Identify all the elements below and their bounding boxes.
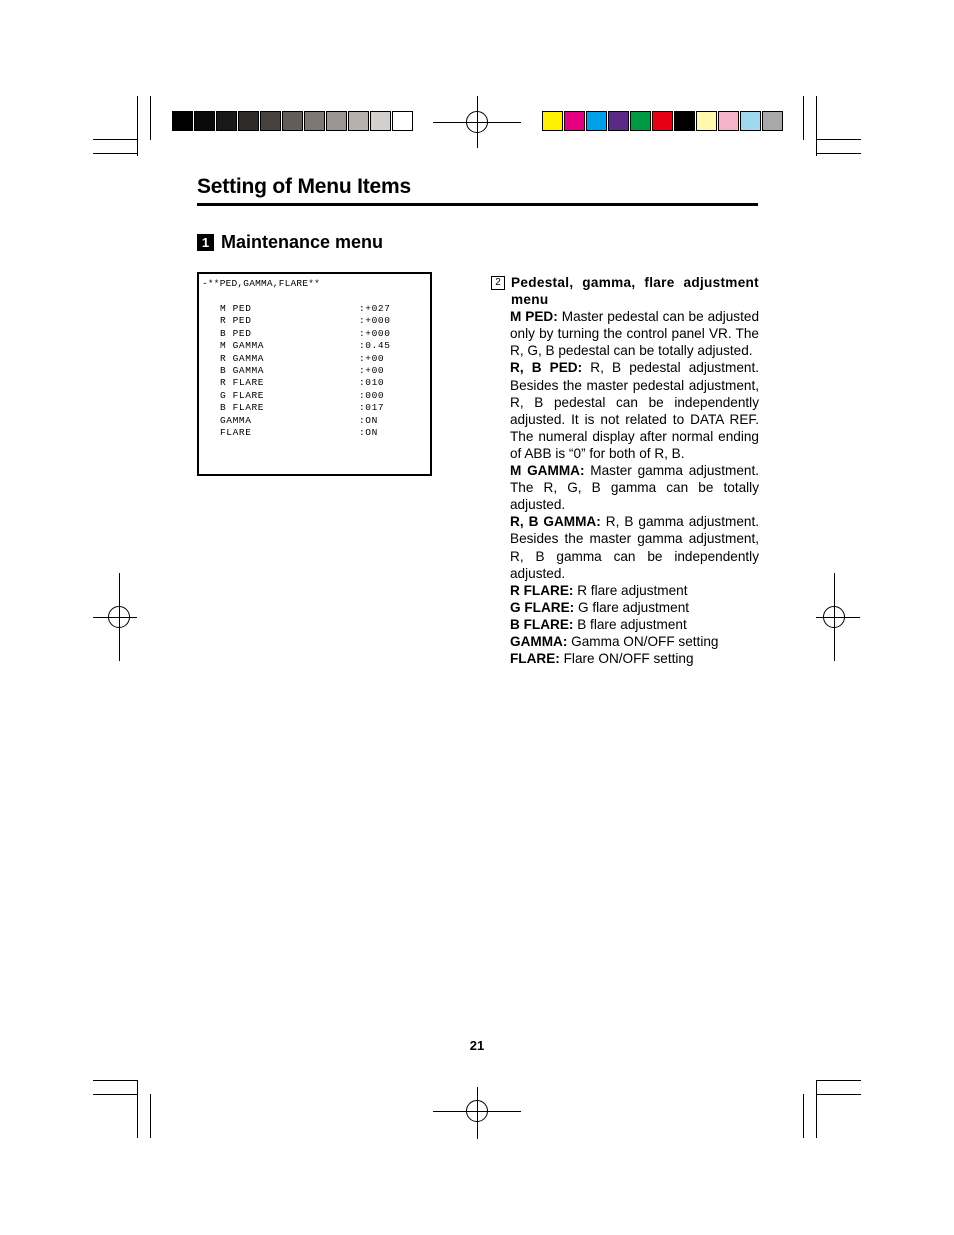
description-item	[510, 650, 759, 667]
description-item	[510, 633, 759, 650]
description-term: R, B GAMMA:	[510, 514, 601, 530]
process-color-swatch	[630, 111, 651, 131]
menu-item-value: :+000	[359, 327, 391, 339]
menu-item-label: G FLARE	[220, 389, 265, 401]
description-item	[510, 513, 759, 581]
menu-item-value: :017	[359, 402, 385, 414]
process-color-bar	[542, 111, 784, 131]
menu-item-label: GAMMA	[220, 414, 252, 426]
menu-row	[220, 402, 420, 414]
grayscale-swatch	[282, 111, 303, 131]
description-heading	[491, 274, 759, 308]
menu-item-label: B FLARE	[220, 402, 265, 414]
description-text: R, B gamma adjustment. Besides the master gamma adjustment, R, B gamma can be independently adjusted.	[510, 514, 759, 581]
section-number-badge: 1	[197, 234, 214, 251]
description-item	[510, 616, 759, 633]
menu-row	[220, 315, 420, 327]
description-text: Gamma ON/OFF setting	[567, 633, 719, 649]
process-color-swatch	[718, 111, 739, 131]
grayscale-swatch	[326, 111, 347, 131]
section-title: Maintenance menu	[221, 232, 384, 252]
description-body	[510, 308, 759, 667]
grayscale-swatch	[172, 111, 193, 131]
menu-item-value: :ON	[359, 427, 378, 438]
section-heading	[197, 232, 383, 253]
description-text: Flare ON/OFF setting	[559, 651, 694, 667]
description-item	[510, 599, 759, 616]
description-term: M GAMMA:	[510, 463, 585, 479]
grayscale-swatch	[194, 111, 215, 131]
page-title: Setting of Menu Items	[197, 175, 411, 198]
menu-row	[220, 377, 420, 389]
menu-item-value: :+00	[359, 365, 385, 376]
grayscale-swatch	[370, 111, 391, 131]
menu-row	[220, 340, 420, 352]
process-color-swatch	[586, 111, 607, 131]
menu-item-label: M PED	[220, 303, 252, 314]
menu-item-label: R FLARE	[220, 377, 265, 389]
description-item	[510, 462, 759, 513]
process-color-swatch	[542, 111, 563, 131]
subsection-number-badge: 2	[491, 276, 505, 290]
description-text: Master pedestal can be adjusted only by turning the control panel VR. The R, G, B pedestal can be totally adjusted.	[510, 309, 760, 359]
menu-item-value: :+027	[359, 303, 391, 314]
menu-item-value: :+00	[359, 352, 385, 364]
description-term: B FLARE:	[510, 616, 574, 632]
description-text: Master gamma adjustment. The R, G, B gamma can be totally adjusted.	[510, 463, 759, 513]
process-color-swatch	[652, 111, 673, 131]
menu-item-value: :0.45	[359, 340, 391, 352]
description-item	[510, 359, 759, 462]
grayscale-swatch	[348, 111, 369, 131]
description-column	[491, 274, 759, 667]
description-text: G flare adjustment	[574, 599, 690, 615]
description-term: G FLARE:	[510, 599, 575, 615]
description-term: M PED:	[510, 309, 558, 325]
description-term: FLARE:	[510, 651, 560, 667]
process-color-swatch	[674, 111, 695, 131]
subsection-title: Pedestal, gamma, flare adjustment menu	[511, 275, 759, 308]
menu-item-label: B GAMMA	[220, 365, 265, 376]
menu-item-label: R GAMMA	[220, 352, 265, 364]
grayscale-color-bar	[172, 111, 414, 131]
page-number: 21	[469, 1038, 485, 1053]
menu-row	[220, 365, 420, 377]
title-rule	[197, 203, 758, 206]
menu-item-value: :010	[359, 377, 385, 389]
menu-item-value: :+000	[359, 315, 391, 327]
menu-screen-header: -**PED,GAMMA,FLARE**	[202, 278, 321, 289]
description-text: R, B pedestal adjustment. Besides the master pedestal adjustment, R, B pedestal can be independently adjusted. It is not related to DATA REF. The numeral display after normal ending of ABB is “0” for both of R, B.	[510, 360, 759, 461]
menu-item-value: :ON	[359, 414, 378, 426]
process-color-swatch	[696, 111, 717, 131]
description-term: GAMMA:	[510, 633, 568, 649]
menu-row	[220, 328, 420, 340]
grayscale-swatch	[238, 111, 259, 131]
description-term: R FLARE:	[510, 582, 574, 598]
grayscale-swatch	[304, 111, 325, 131]
menu-item-label: B PED	[220, 327, 252, 339]
menu-item-label: R PED	[220, 315, 252, 327]
description-term: R, B PED:	[510, 360, 583, 376]
process-color-swatch	[762, 111, 783, 131]
menu-row	[220, 427, 420, 439]
process-color-swatch	[564, 111, 585, 131]
description-item	[510, 308, 759, 359]
grayscale-swatch	[216, 111, 237, 131]
grayscale-swatch	[260, 111, 281, 131]
menu-screen-display	[197, 272, 432, 476]
description-text: B flare adjustment	[573, 616, 687, 632]
description-text: R flare adjustment	[573, 582, 688, 598]
menu-row	[220, 303, 420, 315]
menu-row	[220, 415, 420, 427]
process-color-swatch	[740, 111, 761, 131]
menu-item-label: FLARE	[220, 427, 252, 438]
menu-item-label: M GAMMA	[220, 340, 265, 352]
process-color-swatch	[608, 111, 629, 131]
description-item	[510, 582, 759, 599]
menu-row	[220, 390, 420, 402]
menu-item-value: :000	[359, 389, 385, 401]
grayscale-swatch	[392, 111, 413, 131]
menu-row	[220, 353, 420, 365]
